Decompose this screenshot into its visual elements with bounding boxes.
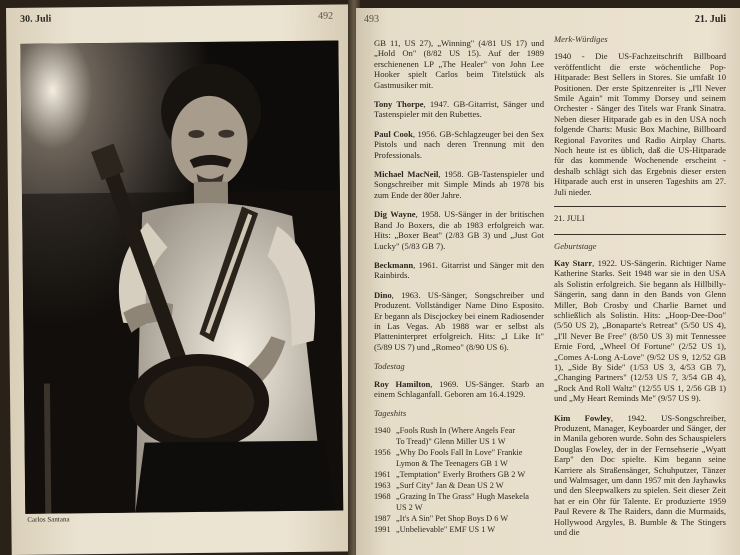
person-name: Kay Starr [554, 257, 593, 268]
biography-entry [374, 99, 544, 120]
text-column-right [554, 34, 726, 546]
section-heading-merk: Merk-Würdiges [554, 34, 608, 44]
hit-year: 1987 [374, 513, 391, 523]
text-column-left [374, 38, 544, 536]
hit-title: „Why Do Fools Fall In Love" Frankie [396, 447, 523, 457]
hit-row [374, 481, 544, 491]
biography-entry [554, 258, 726, 404]
hit-row [374, 448, 544, 458]
guitarist-photograph [20, 41, 343, 514]
person-name: Tony Thorpe [374, 99, 424, 110]
running-head-right: 21. Juli [694, 14, 726, 25]
right-page [356, 8, 740, 555]
entry-text: , 1969. US-Sänger. Starb an einem Schlaganfall. Geboren am 16.4.1929. [374, 378, 544, 399]
hit-title: „Surf City" Jan & Dean US 2 W [396, 480, 504, 490]
merk-text: 1940 - Die US-Fachzeitschrift Billboard veröffentlicht die erste wöchentliche Pop-Hitparade: Best Sellers in Stores. Sie umfaßt 10 Positionen. Der erste Spitzenreiter is „I'll Never Smile Again" mit Tommy Dorsey und seinem Orchester - Sänger des Titels war Frank Sinatra. Neben dieser Hitparade gab es in den USA noch folgende Charts: Music Box Machine, Billboard Regional Favorites und Radio Airplay Charts. Noch heute ist es üblich, daß die US-Hitparade für das kommende Wochenende erscheint - deshalb schlägt sich das Ergebnis dieser ersten Hitparade auch erst in unseren Tageshits am 27. Juli nieder. [554, 51, 726, 197]
biography-entry [554, 413, 726, 538]
biography-entry [374, 38, 544, 90]
artist-photo [20, 41, 343, 514]
person-name: Paul Cook [374, 128, 413, 139]
section-heading-todestag: Todestag [374, 361, 405, 372]
hit-year: 1961 [374, 469, 391, 479]
divider [554, 234, 726, 235]
entry-text: , 1958. US-Sänger in der britischen Band Jo Boxers, die ab 1983 erfolgreich war. Hits: „Boxer Beat" (2/83 GB 3) und „Just Got Lucky" (5/83 GB 7). [374, 209, 544, 251]
section-heading-geburtstage: Geburtstage [554, 240, 597, 251]
page-number-left: 492 [318, 10, 334, 22]
entry-text: , 1958. GB-Tastenspieler und Songschreiber mit Simple Minds ab 1978 bis zum Ende der 80er Jahre. [374, 169, 544, 200]
hit-year: 1968 [374, 491, 391, 501]
running-head-left: 30. Juli [20, 13, 52, 25]
hit-title: „Grazing In The Grass" Hugh Masekela [396, 491, 529, 501]
tageshits-list [374, 426, 544, 535]
date-heading: 21. JULI [554, 206, 726, 223]
hit-year: 1991 [374, 524, 391, 534]
left-page [6, 4, 356, 555]
hit-row [374, 426, 544, 436]
entry-text: , 1963. US-Sänger, Songschreiber und Produzent. Vollständiger Name Dino Esposito. Er begann als Discjockey bei einem Radiosender in Las Vegas. Ab 1988 war er selbst als Platteninterpret erfolgreich. Hits: „I Like It" (5/89 US 7) und „Romeo" (8/90 US 6). [374, 289, 544, 352]
person-name: Michael MacNeil [374, 169, 439, 180]
hit-title: „Temptation" Everly Brothers GB 2 W [396, 469, 526, 479]
hit-title: „Fools Rush In (Where Angels Fear [396, 425, 516, 435]
person-name: Kim Fowley [554, 412, 611, 423]
section-heading-tageshits: Tageshits [374, 408, 407, 419]
person-name: Dig Wayne [374, 209, 416, 220]
hit-year: 1940 [374, 425, 391, 435]
hit-row [374, 492, 544, 502]
hit-row [374, 514, 544, 524]
entry-text: GB 11, US 27), „Winning" (4/81 US 17) und „Hold On" (8/82 US 15). Auf der 1989 erschienenen LP „The Healer" von John Lee Hooker spielt Carlos beim Titelstück als Gastmusiker mit. [374, 38, 544, 90]
person-name: Dino [374, 289, 392, 300]
todestag-entry [374, 379, 544, 400]
entry-text: , 1956. GB-Schlagzeuger bei den Sex Pistols und nach deren Trennung mit den Professionals. [374, 128, 544, 160]
hit-continuation: To Tread)" Glenn Miller US 1 W [396, 436, 506, 446]
biography-entry [374, 169, 544, 200]
hit-year: 1956 [374, 447, 391, 457]
entry-text: , 1947. GB-Gitarrist, Sänger und Tastenspieler mit den Rubettes. [374, 99, 545, 120]
entry-text: , 1961. Gitarrist und Sänger mit den Rainbirds. [374, 259, 544, 281]
hit-continuation: Lymon & The Teenagers GB 1 W [396, 458, 508, 468]
biography-entry [374, 290, 544, 352]
biography-entry [374, 260, 544, 281]
hit-title: „It's A Sin" Pet Shop Boys D 6 W [396, 513, 509, 523]
hit-title: „Unbelievable" EMF US 1 W [396, 524, 496, 534]
person-name: Roy Hamilton [374, 378, 431, 389]
hit-row [374, 470, 544, 480]
person-name: Beckmann [374, 259, 414, 270]
photo-caption: Carlos Santana [27, 515, 70, 524]
biography-entry [374, 209, 544, 251]
biography-entry [374, 129, 544, 160]
entry-text: , 1922. US-Sängerin. Richtiger Name Katherine Starks. Seit 1948 war sie in den USA als Solistin erfolgreich. Sie begann als Hillbilly-Sängerin, sang dann in den Bands von Glenn Miller, Bob Crosby und Charlie Barnet und schließlich als Solistin. Hits: „Hoop-Dee-Doo" (5/50 US 2), „Bonaparte's Retreat" (5/50 US 4), „I'll Never Be Free" (8/50 US 3) mit Tennessee Ernie Ford, „Wheel Of Fortune" (2/52 US 1), „Comes A-Long A-Love" (9/52 US 9, 12/52 GB 1), „Side By Side" (1/53 US 3, 4/53 GB 7), „Changing Partners" (12/53 US 7, 3/54 GB 4), „Rock And Roll Waltz" (12/55 US 1, 2/56 GB 1) und „My Heart Reminds Me" (9/57 US 9). [554, 257, 726, 404]
entry-text: , 1942. US-Songschreiber, Produzent, Manager, Keyboarder und Sänger, der in Manila geboren wurde. Sohn des Schauspielers Douglas Fowley, der in der Fernsehserie „Wyatt Earp" den Doc spielte. Kim begann seine Karriere als Straßensänger, Schuhputzer, Tänzer und Walmsager, um dann 1957 mit den Jayhawks und den Sleepwalkers zu spielen. Seit dieser Zeit hat er ein Ohr für Talente. Er produzierte 1959 Paul Revere & The Raiders, dann die Murmaids, Hollywood Argyles, B. Bumble & The Stingers und die [554, 412, 726, 538]
page-number-right: 493 [364, 14, 379, 25]
hit-continuation: US 2 W [396, 502, 423, 512]
hit-row [374, 525, 544, 535]
hit-year: 1963 [374, 480, 391, 490]
